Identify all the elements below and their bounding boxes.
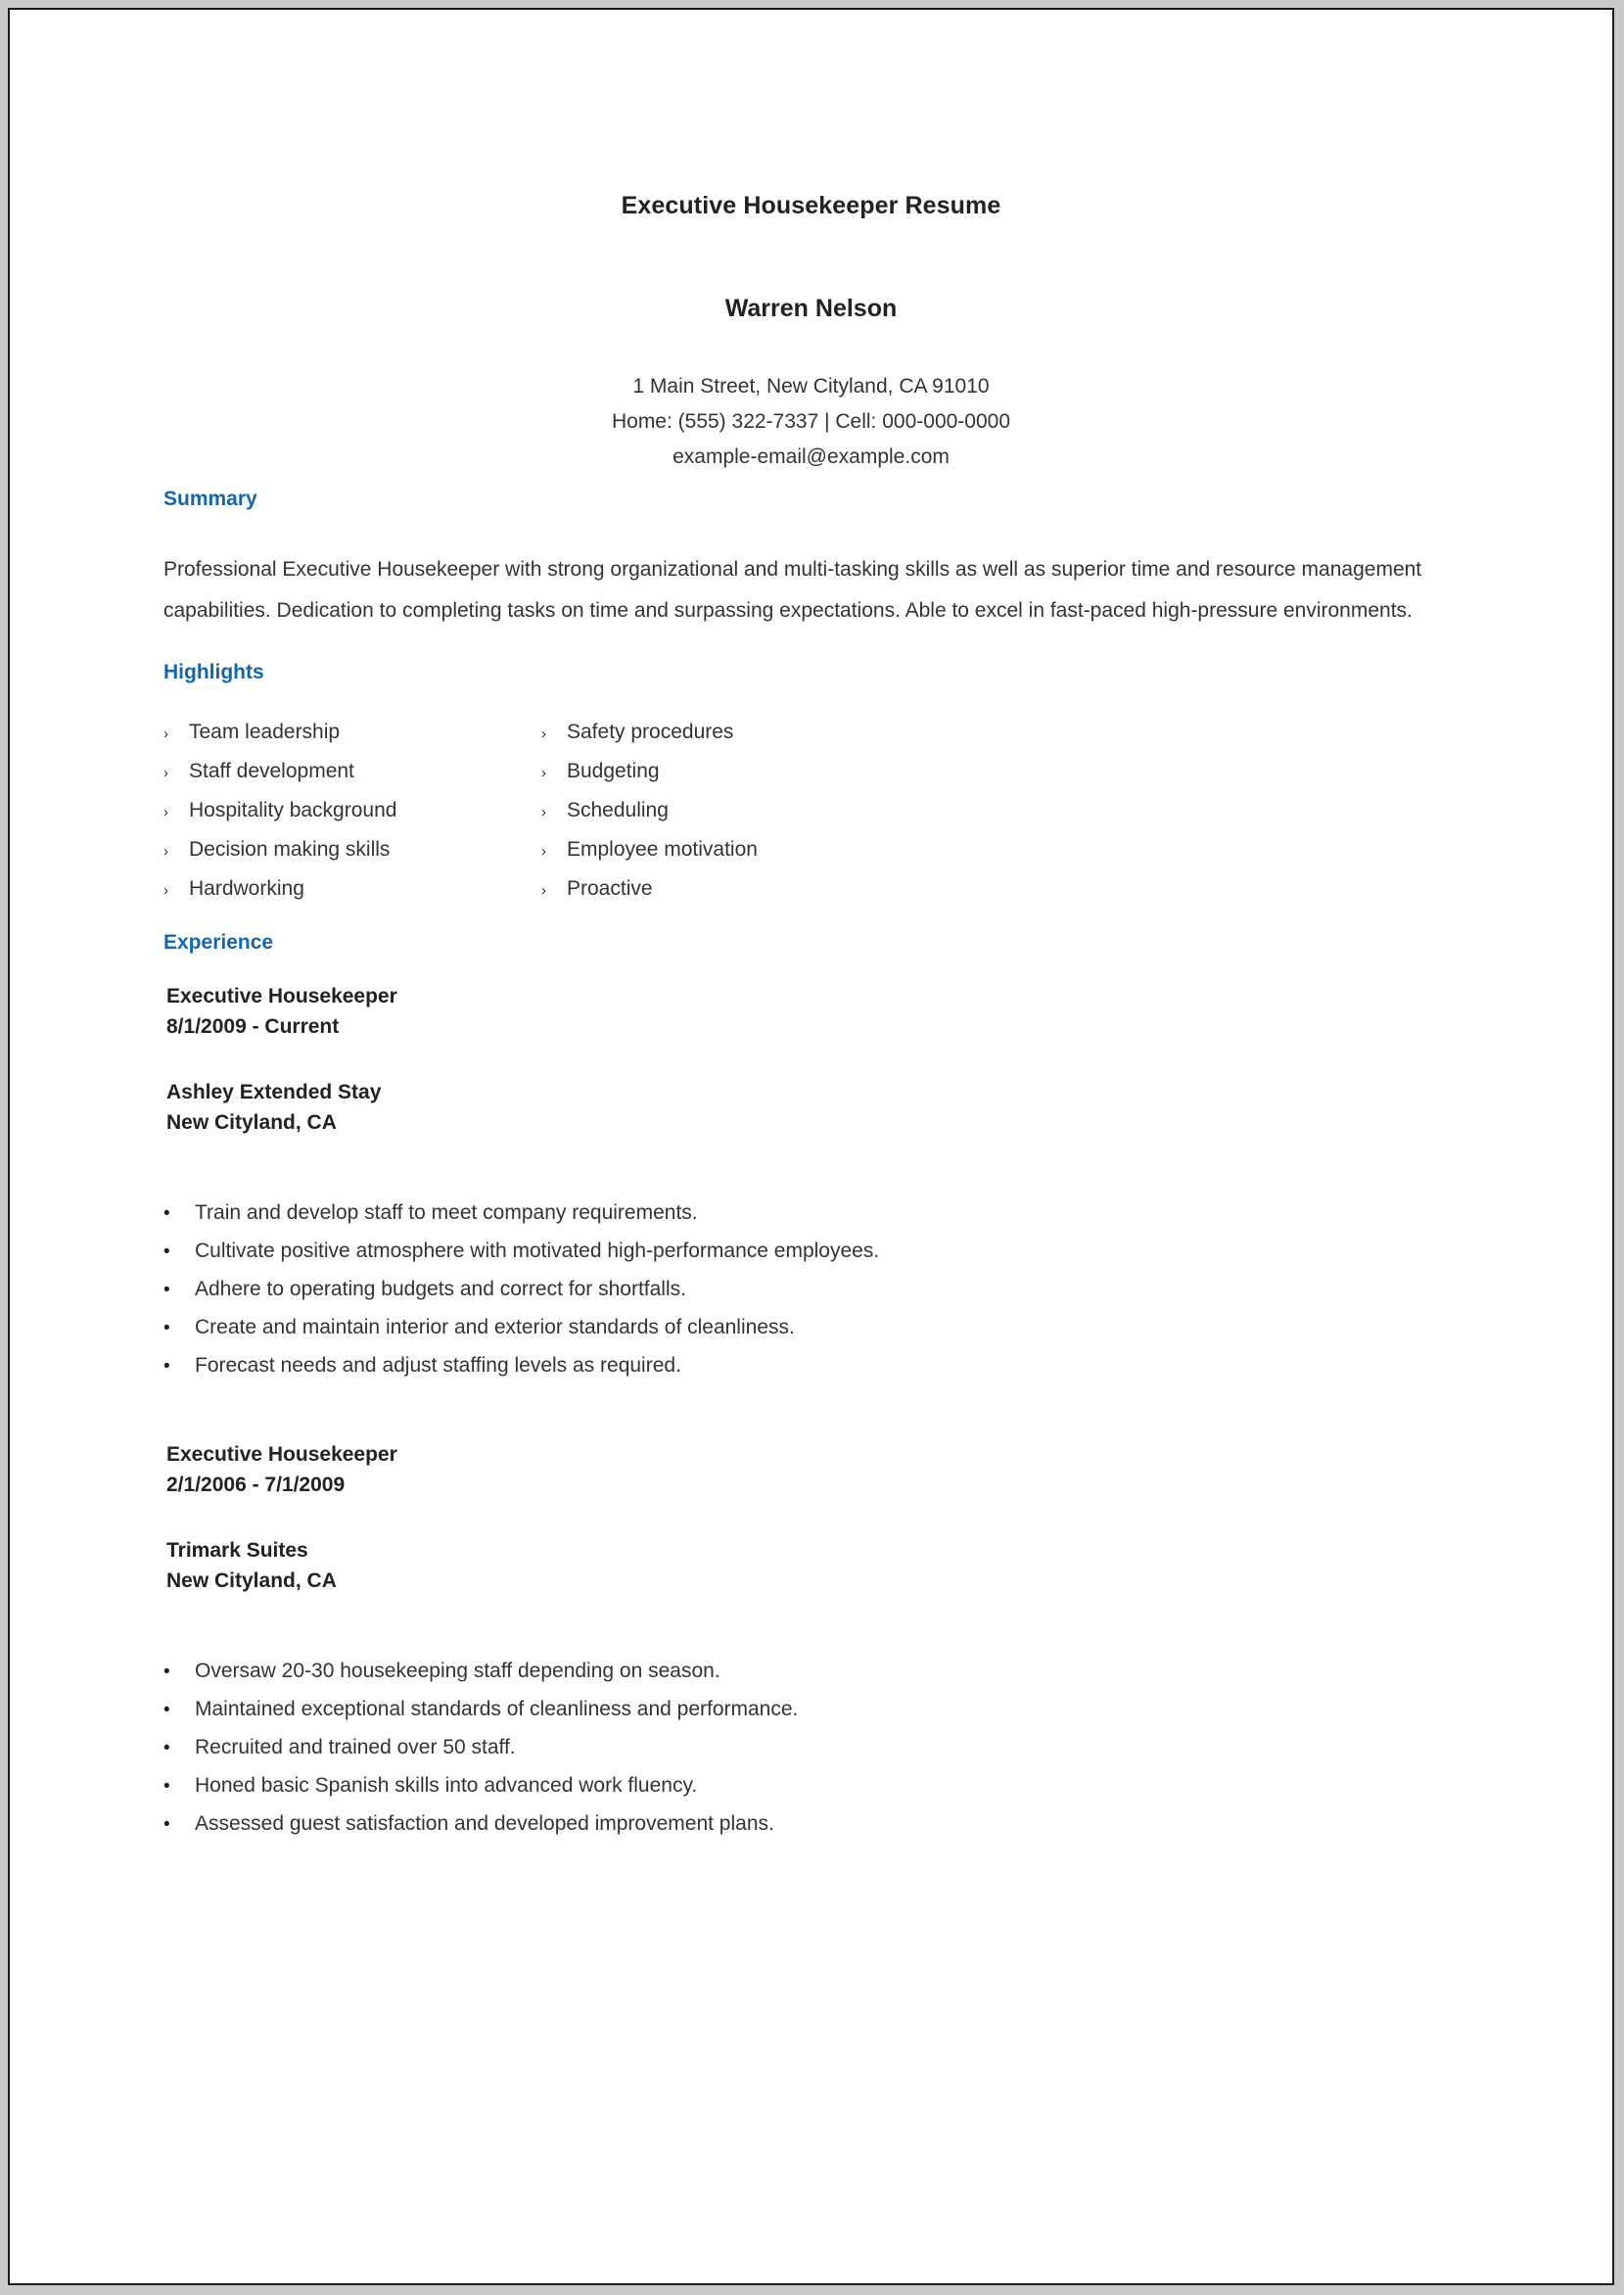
job-location: New Cityland, CA xyxy=(166,1111,337,1135)
job-location: New Cityland, CA xyxy=(166,1569,337,1593)
duty-text: Adhere to operating budgets and correct for shortfalls. xyxy=(195,1278,686,1301)
bullet-icon: • xyxy=(163,1775,170,1797)
job-duty-list xyxy=(10,1138,1612,1384)
bullet-icon: • xyxy=(163,1318,170,1339)
highlight-label: Decision making skills xyxy=(189,837,391,861)
section-heading-experience: Experience xyxy=(163,930,274,954)
contact-address: 1 Main Street, New Cityland, CA 91010 xyxy=(632,375,990,398)
contact-block xyxy=(10,323,1612,475)
duty-text: Oversaw 20-30 housekeeping staff depending on season. xyxy=(195,1659,720,1682)
chevron-right-icon: › xyxy=(163,764,168,781)
highlight-label: Proactive xyxy=(567,876,653,900)
duty-text: Recruited and trained over 50 staff. xyxy=(195,1735,516,1758)
chevron-right-icon: › xyxy=(541,842,546,860)
highlight-label: Staff development xyxy=(189,759,354,782)
list-item xyxy=(163,1728,1612,1766)
bullet-icon: • xyxy=(163,1737,170,1758)
duty-text: Honed basic Spanish skills into advanced work fluency. xyxy=(195,1773,698,1797)
list-item xyxy=(163,869,541,909)
duty-text: Train and develop staff to meet company requirements. xyxy=(195,1201,698,1225)
bullet-icon: • xyxy=(163,1280,170,1301)
job-dates: 8/1/2009 - Current xyxy=(166,1014,340,1038)
chevron-right-icon: › xyxy=(541,725,546,742)
resume-page xyxy=(8,8,1614,2285)
candidate-name: Warren Nelson xyxy=(724,295,898,322)
job-dates: 2/1/2006 - 7/1/2009 xyxy=(166,1474,346,1497)
list-item xyxy=(163,791,541,830)
list-item xyxy=(163,1194,1612,1232)
highlights-column-left xyxy=(163,713,541,909)
highlight-label: Employee motivation xyxy=(567,837,758,861)
summary-paragraph: Professional Executive Housekeeper with strong organizational and multi-tasking skills as well as superior time and resource management capabilities. Dedication to completing tasks on time and surpassing expectations. Able to excel in fast-paced high-pressure environments. xyxy=(163,558,1422,623)
list-item xyxy=(541,752,933,791)
highlight-label: Scheduling xyxy=(567,798,669,821)
bullet-icon: • xyxy=(163,1203,170,1225)
list-item xyxy=(163,1270,1612,1308)
chevron-right-icon: › xyxy=(163,842,168,860)
bullet-icon: • xyxy=(163,1813,170,1835)
chevron-right-icon: › xyxy=(541,764,546,781)
job-duty-list xyxy=(10,1597,1612,1843)
list-item xyxy=(163,1232,1612,1270)
list-item xyxy=(541,791,933,830)
highlights-column-right xyxy=(541,713,933,909)
highlights-columns xyxy=(10,684,1612,909)
highlight-label: Team leadership xyxy=(189,720,341,743)
highlight-label: Budgeting xyxy=(567,759,660,782)
list-item xyxy=(541,713,933,752)
resume-content xyxy=(10,10,1612,2283)
job-title: Executive Housekeeper xyxy=(166,984,397,1007)
list-item xyxy=(163,752,541,791)
contact-email: example-email@example.com xyxy=(673,445,950,469)
chevron-right-icon: › xyxy=(163,725,168,742)
duty-text: Create and maintain interior and exterior standards of cleanliness. xyxy=(195,1316,795,1339)
chevron-right-icon: › xyxy=(163,803,168,820)
chevron-right-icon: › xyxy=(541,881,546,899)
bullet-icon: • xyxy=(163,1661,170,1682)
contact-phones: Home: (555) 322-7337 | Cell: 000-000-0000 xyxy=(611,410,1011,434)
job-employer: Ashley Extended Stay xyxy=(166,1081,382,1104)
job-employer-block xyxy=(166,1500,1612,1596)
list-item xyxy=(541,869,933,909)
chevron-right-icon: › xyxy=(163,881,168,899)
section-heading-highlights: Highlights xyxy=(163,660,264,683)
highlight-label: Hospitality background xyxy=(189,798,397,821)
duty-text: Maintained exceptional standards of cleanliness and performance. xyxy=(195,1697,799,1720)
list-item xyxy=(163,1690,1612,1728)
job-employer-block xyxy=(166,1042,1612,1138)
experience-entry xyxy=(10,1384,1612,1596)
highlight-label: Safety procedures xyxy=(567,720,734,743)
job-employer: Trimark Suites xyxy=(166,1539,308,1563)
bullet-icon: • xyxy=(163,1699,170,1720)
job-title: Executive Housekeeper xyxy=(166,1443,397,1467)
duty-text: Assessed guest satisfaction and developed improvement plans. xyxy=(195,1811,774,1835)
list-item xyxy=(163,713,541,752)
highlight-label: Hardworking xyxy=(189,876,304,900)
section-heading-summary: Summary xyxy=(163,488,257,511)
list-item xyxy=(541,830,933,869)
list-item xyxy=(163,1346,1612,1384)
list-item xyxy=(163,830,541,869)
page-title: Executive Housekeeper Resume xyxy=(621,192,1001,219)
bullet-icon: • xyxy=(163,1241,170,1263)
duty-text: Cultivate positive atmosphere with motivated high-performance employees. xyxy=(195,1240,880,1263)
list-item xyxy=(163,1308,1612,1346)
list-item xyxy=(163,1652,1612,1690)
duty-text: Forecast needs and adjust staffing levels as required. xyxy=(195,1354,681,1378)
bullet-icon: • xyxy=(163,1356,170,1378)
list-item xyxy=(163,1804,1612,1843)
list-item xyxy=(163,1766,1612,1804)
chevron-right-icon: › xyxy=(541,803,546,820)
experience-entry xyxy=(10,955,1612,1138)
